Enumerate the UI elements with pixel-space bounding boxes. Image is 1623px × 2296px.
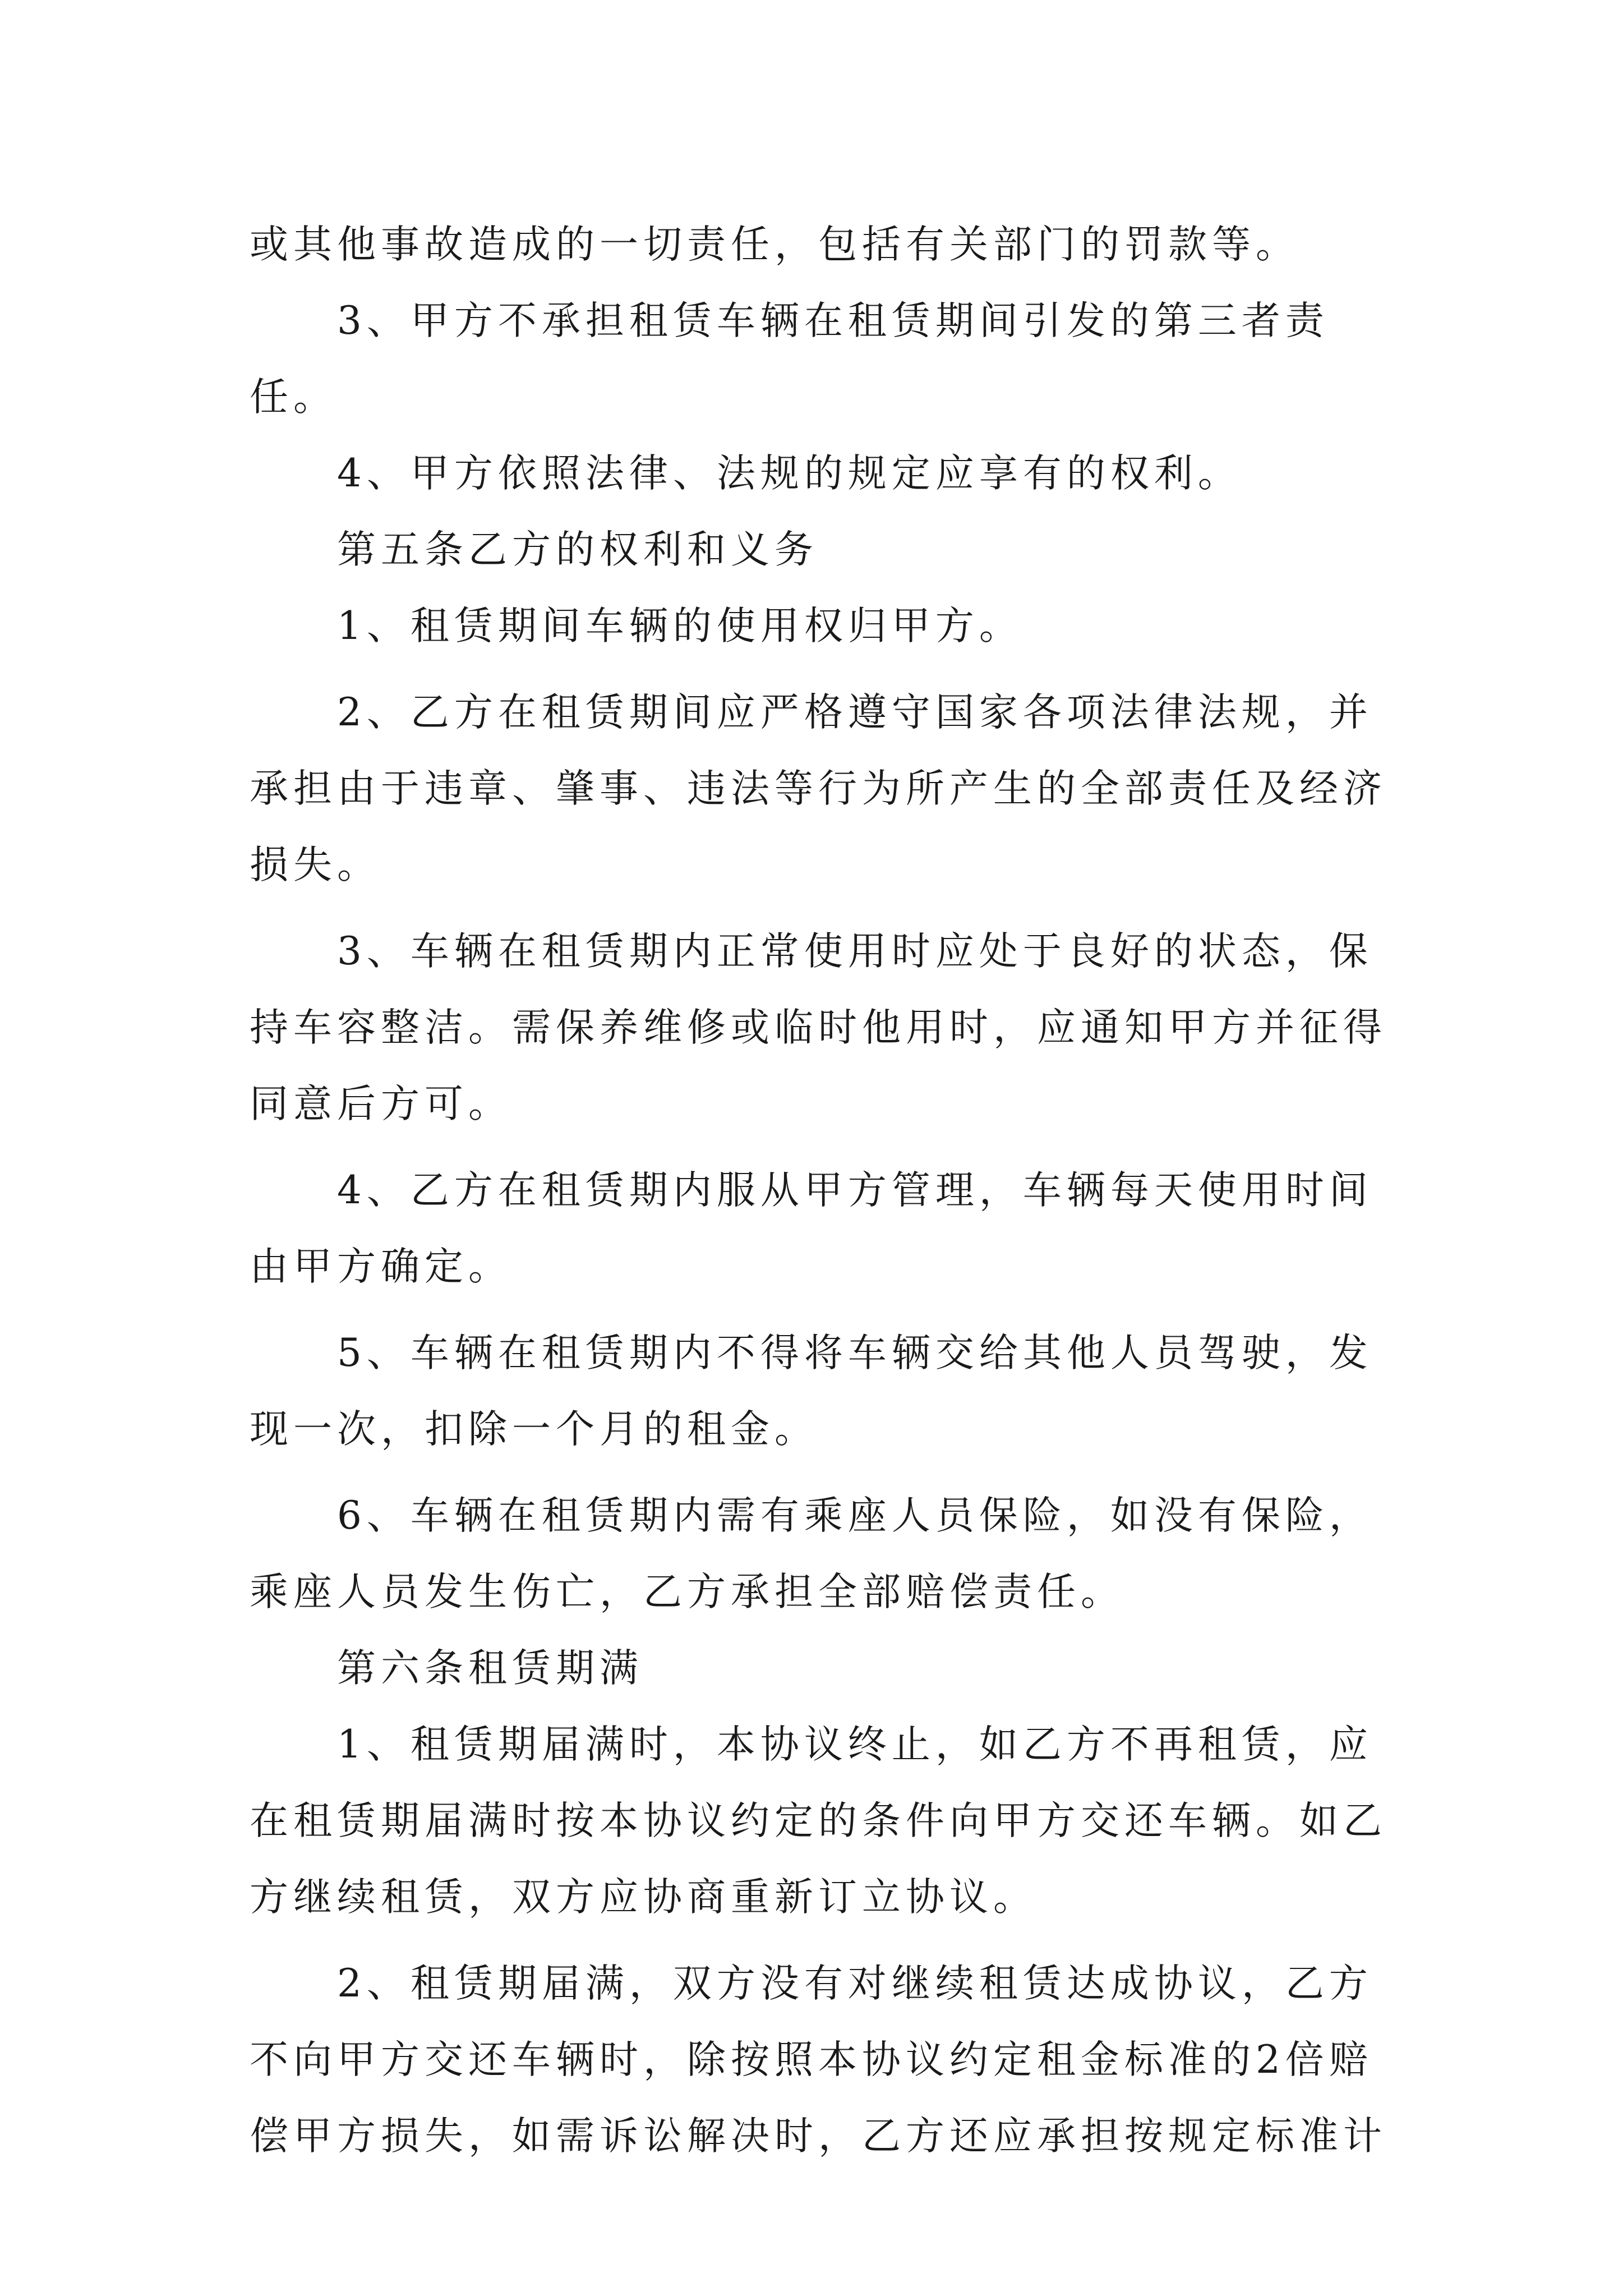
document-body	[250, 206, 1410, 2174]
paragraph-clause-5-4: 4、乙方在租赁期内服从甲方管理，车辆每天使用时间由甲方确定。	[250, 1168, 1373, 1289]
paragraph-continuation: 或其他事故造成的一切责任，包括有关部门的罚款等。	[250, 222, 1299, 267]
paragraph-clause-6-1: 1、租赁期届满时，本协议终止，如乙方不再租赁，应在租赁期届满时按本协议约定的条件向甲方交还车辆。如乙方继续租赁，双方应协商重新订立协议。	[250, 1722, 1387, 1920]
paragraph-clause-4-3: 3、甲方不承担租赁车辆在租赁期间引发的第三者责任。	[250, 298, 1329, 420]
section-heading-article-6: 第六条租赁期满	[337, 1646, 643, 1691]
section-heading-article-5: 第五条乙方的权利和义务	[337, 527, 818, 572]
paragraph-clause-4-4: 4、甲方依照法律、法规的规定应享有的权利。	[337, 451, 1242, 496]
paragraph-clause-6-2: 2、租赁期届满，双方没有对继续租赁达成协议，乙方不向甲方交还车辆时，除按照本协议约定租金标准的2倍赔偿甲方损失，如需诉讼解决时，乙方还应承担按规定标准计	[250, 1961, 1387, 2159]
paragraph-clause-5-2: 2、乙方在租赁期间应严格遵守国家各项法律法规，并承担由于违章、肇事、违法等行为所产生的全部责任及经济损失。	[250, 690, 1387, 887]
paragraph-clause-5-3: 3、车辆在租赁期内正常使用时应处于良好的状态，保持车容整洁。需保养维修或临时他用时，应通知甲方并征得同意后方可。	[250, 929, 1387, 1126]
paragraph-clause-5-1: 1、租赁期间车辆的使用权归甲方。	[337, 604, 1023, 648]
paragraph-clause-5-5: 5、车辆在租赁期内不得将车辆交给其他人员驾驶，发现一次，扣除一个月的租金。	[250, 1331, 1373, 1452]
paragraph-clause-5-6: 6、车辆在租赁期内需有乘座人员保险，如没有保险，乘座人员发生伤亡，乙方承担全部赔偿责任。	[250, 1493, 1373, 1614]
